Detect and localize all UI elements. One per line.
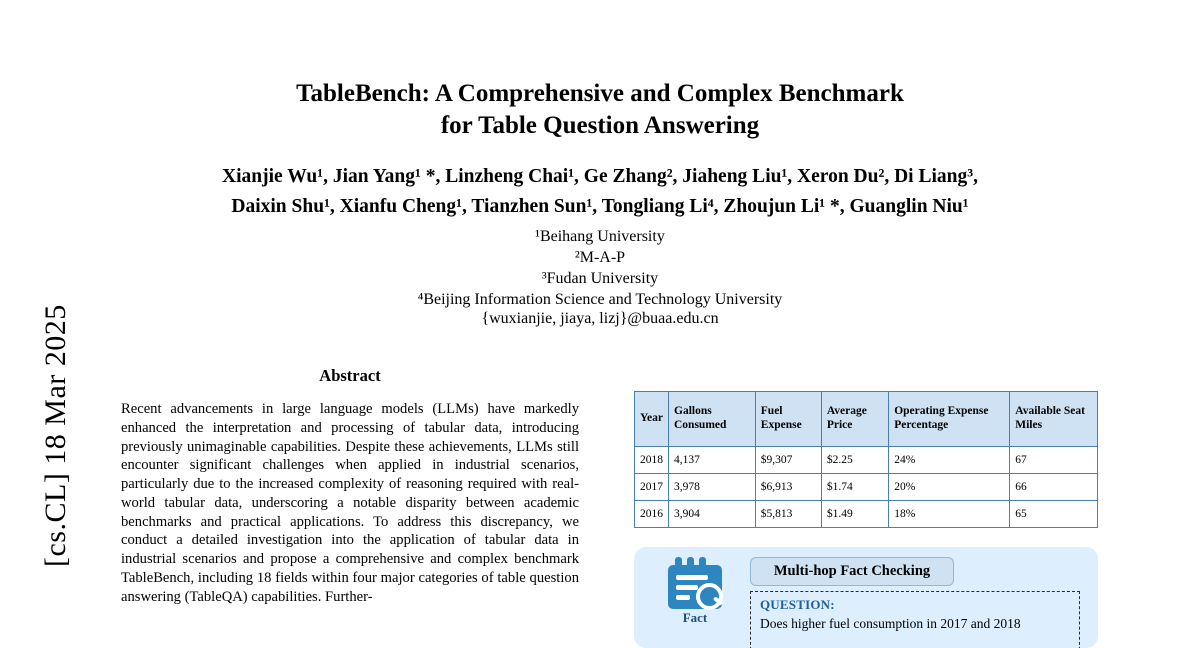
cell: 2018 <box>635 447 669 474</box>
question-text: Does higher fuel consumption in 2017 and 2018 <box>760 616 1021 631</box>
author-line-2: Daixin Shu¹, Xianfu Cheng¹, Tianzhen Sun¹, Tongliang Li⁴, Zhoujun Li¹ *, Guanglin Niu¹ <box>231 196 969 218</box>
table-col-gallons-consumed: Gallons Consumed <box>669 392 756 447</box>
document-search-icon <box>666 557 724 609</box>
table-col-available-seat-miles: Available Seat Miles <box>1010 392 1098 447</box>
cell: 66 <box>1010 474 1098 501</box>
affiliation-list <box>200 226 1000 310</box>
cell: 65 <box>1010 501 1098 528</box>
fact-icon-group <box>658 557 732 626</box>
author-line-1: Xianjie Wu¹, Jian Yang¹ *, Linzheng Chai¹, Ge Zhang², Jiaheng Liu¹, Xeron Du², Di Liang³, <box>222 166 978 187</box>
table-col-year: Year <box>635 392 669 447</box>
table-row <box>635 447 1098 474</box>
cell: 24% <box>889 447 1010 474</box>
cell: 3,904 <box>669 501 756 528</box>
cell: 20% <box>889 474 1010 501</box>
fact-checking-panel <box>634 547 1098 648</box>
abstract-text: Recent advancements in large language models (LLMs) have markedly enhanced the interpretation and processing of tabular data, introducing previously unimaginable capabilities. Despite these achievements, LLMs still encounter significant challenges when applied in industrial scenarios, particularly due to the increased complexity of reasoning required with real-world tabular data, underscoring a notable disparity between academic benchmarks and practical applications. To address this discrepancy, we conduct a detailed investigation into the application of tabular data in industrial scenarios and propose a comprehensive and complex benchmark TableBench, including 18 fields within four major categories of table question answering (TableQA) capabilities. Further- <box>121 401 579 605</box>
affiliation-4: ⁴Beijing Information Science and Technology University <box>417 291 783 309</box>
cell: $2.25 <box>821 447 888 474</box>
contact-email: {wuxianjie, jiaya, lizj}@buaa.edu.cn <box>481 310 719 327</box>
cell: 3,978 <box>669 474 756 501</box>
figure-data-table <box>634 391 1098 528</box>
table-header-row <box>635 392 1098 447</box>
multi-hop-fact-checking-badge: Multi-hop Fact Checking <box>750 557 954 586</box>
cell: $9,307 <box>755 447 821 474</box>
table-row <box>635 501 1098 528</box>
title-line-2: for Table Question Answering <box>440 112 760 139</box>
fact-icon-caption: Fact <box>682 610 708 625</box>
table-row <box>635 474 1098 501</box>
cell: 18% <box>889 501 1010 528</box>
cell: 67 <box>1010 447 1098 474</box>
arxiv-stamp: [cs.CL] 18 Mar 2025 <box>39 304 72 567</box>
cell: $6,913 <box>755 474 821 501</box>
table-col-fuel-expense: Fuel Expense <box>755 392 821 447</box>
page-title <box>120 78 1080 142</box>
table-col-operating-expense-percentage: Operating Expense Percentage <box>889 392 1010 447</box>
cell: 4,137 <box>669 447 756 474</box>
abstract-heading: Abstract <box>319 366 381 385</box>
author-list <box>100 162 1100 222</box>
table-col-average-price: Average Price <box>821 392 888 447</box>
cell: $5,813 <box>755 501 821 528</box>
cell: 2017 <box>635 474 669 501</box>
cell: $1.74 <box>821 474 888 501</box>
affiliation-2: ²M-A-P <box>574 249 626 267</box>
affiliation-3: ³Fudan University <box>541 270 659 288</box>
title-line-1: TableBench: A Comprehensive and Complex Benchmark <box>296 80 904 107</box>
cell: $1.49 <box>821 501 888 528</box>
question-label: QUESTION: <box>760 597 835 612</box>
affiliation-1: ¹Beihang University <box>535 228 665 245</box>
cell: 2016 <box>635 501 669 528</box>
question-box <box>750 591 1080 648</box>
